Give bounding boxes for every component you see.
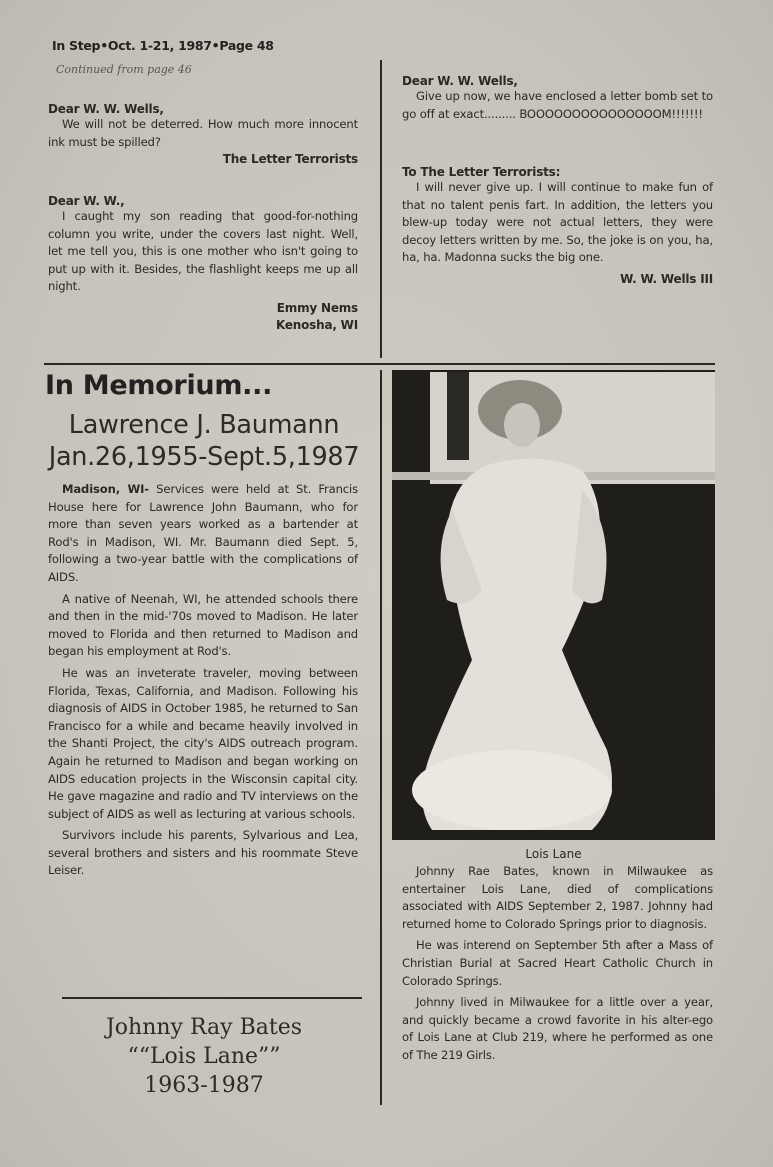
section-divider [44, 363, 715, 365]
column-divider [380, 370, 382, 1105]
letter-signature: The Letter Terrorists [222, 152, 358, 167]
bates-name: Johnny Ray Bates [105, 1015, 303, 1040]
letter-2 [48, 194, 358, 334]
column-divider [380, 60, 382, 358]
letter-4 [402, 165, 713, 288]
paragraph: Johnny Rae Bates, known in Milwaukee as entertainer Lois Lane, died of complications associated with AIDS September 2, 1987. Johnny had returned home to Colorado Springs prior to diagnosis. [402, 864, 713, 931]
bates-alias: ““Lois Lane”” [127, 1044, 281, 1069]
photo-image [392, 370, 715, 840]
letter-salutation: Dear W. W. Wells, [402, 74, 518, 88]
paragraph: Madison, WI- Services were held at St. Francis House here for Lawrence John Baumann, who for more than seven years worked as a bartender at Rod's in Madison, WI. Mr. Baumann died Sept. 5, following a two-year battle with the complications of AIDS. [48, 482, 358, 584]
obituary-dates: Jan.26,1955-Sept.5,1987 [48, 442, 360, 472]
letter-location: Kenosha, WI [275, 317, 358, 332]
paragraph: Johnny lived in Milwaukee for a little over a year, and quickly became a crowd favorite in his alter-ego of Lois Lane at Club 219, where he performed as one of The 219 Girls. [402, 995, 713, 1062]
letter-3 [402, 74, 713, 123]
obituary-divider [62, 997, 362, 999]
lois-lane-photo [392, 370, 715, 840]
continued-note: Continued from page 46 [56, 63, 192, 76]
paragraph: He was interend on September 5th after a Mass of Christian Burial at Sacred Heart Catholic Church in Colorado Springs. [402, 938, 713, 988]
letter-salutation: To The Letter Terrorists: [402, 165, 561, 179]
section-title: In Memorium... [45, 370, 273, 401]
letter-body: I will never give up. I will continue to make fun of that no talent penis fart. In addition, the letters you blew-up today were not actual letters, they were decoy letters written by me. So, the joke is on you, ha, ha, ha. Madonna sucks the big one. [402, 180, 713, 265]
photo-caption: Lois Lane [525, 847, 582, 861]
letter-body: I caught my son reading that good-for-nothing column you write, under the covers last night. Well, let me tell you, this is one mother who isn't going to put up with it. Besides, the flashlight keeps me up all night. [48, 209, 358, 294]
paragraph: Survivors include his parents, Sylvarious and Lea, several brothers and sisters and his roommate Steve Leiser. [48, 828, 358, 878]
letter-signature: W. W. Wells III [620, 271, 713, 286]
bates-heading [45, 1013, 363, 1100]
letter-salutation: Dear W. W. Wells, [48, 102, 164, 116]
bates-obituary [402, 863, 713, 1065]
bates-years: 1963-1987 [144, 1073, 264, 1098]
paragraph: He was an inveterate traveler, moving between Florida, Texas, California, and Madison. Following his diagnosis of AIDS in October 1985, he returned to San Francisco for a while and became heavily involved in the Shanti Project, the city's AIDS outreach program. Again he returned to Madison and began working on AIDS education projects in the Wisconsin capital city. He gave magazine and radio and TV interviews on the subject of AIDS as well as lecturing at various schools. [48, 665, 358, 821]
letter-body: Give up now, we have enclosed a letter bomb set to go off at exact......... BOOOOOOOOOOOOOOOM!!!!!!! [402, 89, 713, 121]
letter-signature: Emmy Nems [276, 300, 358, 315]
letter-salutation: Dear W. W., [48, 194, 125, 208]
paragraph: A native of Neenah, WI, he attended schools there and then in the mid-'70s moved to Madison. He later moved to Florida and then returned to Madison and began his employment at Rod's. [48, 591, 358, 659]
letter-1 [48, 102, 358, 168]
baumann-obituary [48, 481, 358, 880]
obituary-name: Lawrence J. Baumann [68, 410, 340, 440]
letter-body: We will not be deterred. How much more innocent ink must be spilled? [48, 117, 358, 149]
masthead: In Step•Oct. 1-21, 1987•Page 48 [52, 38, 274, 53]
